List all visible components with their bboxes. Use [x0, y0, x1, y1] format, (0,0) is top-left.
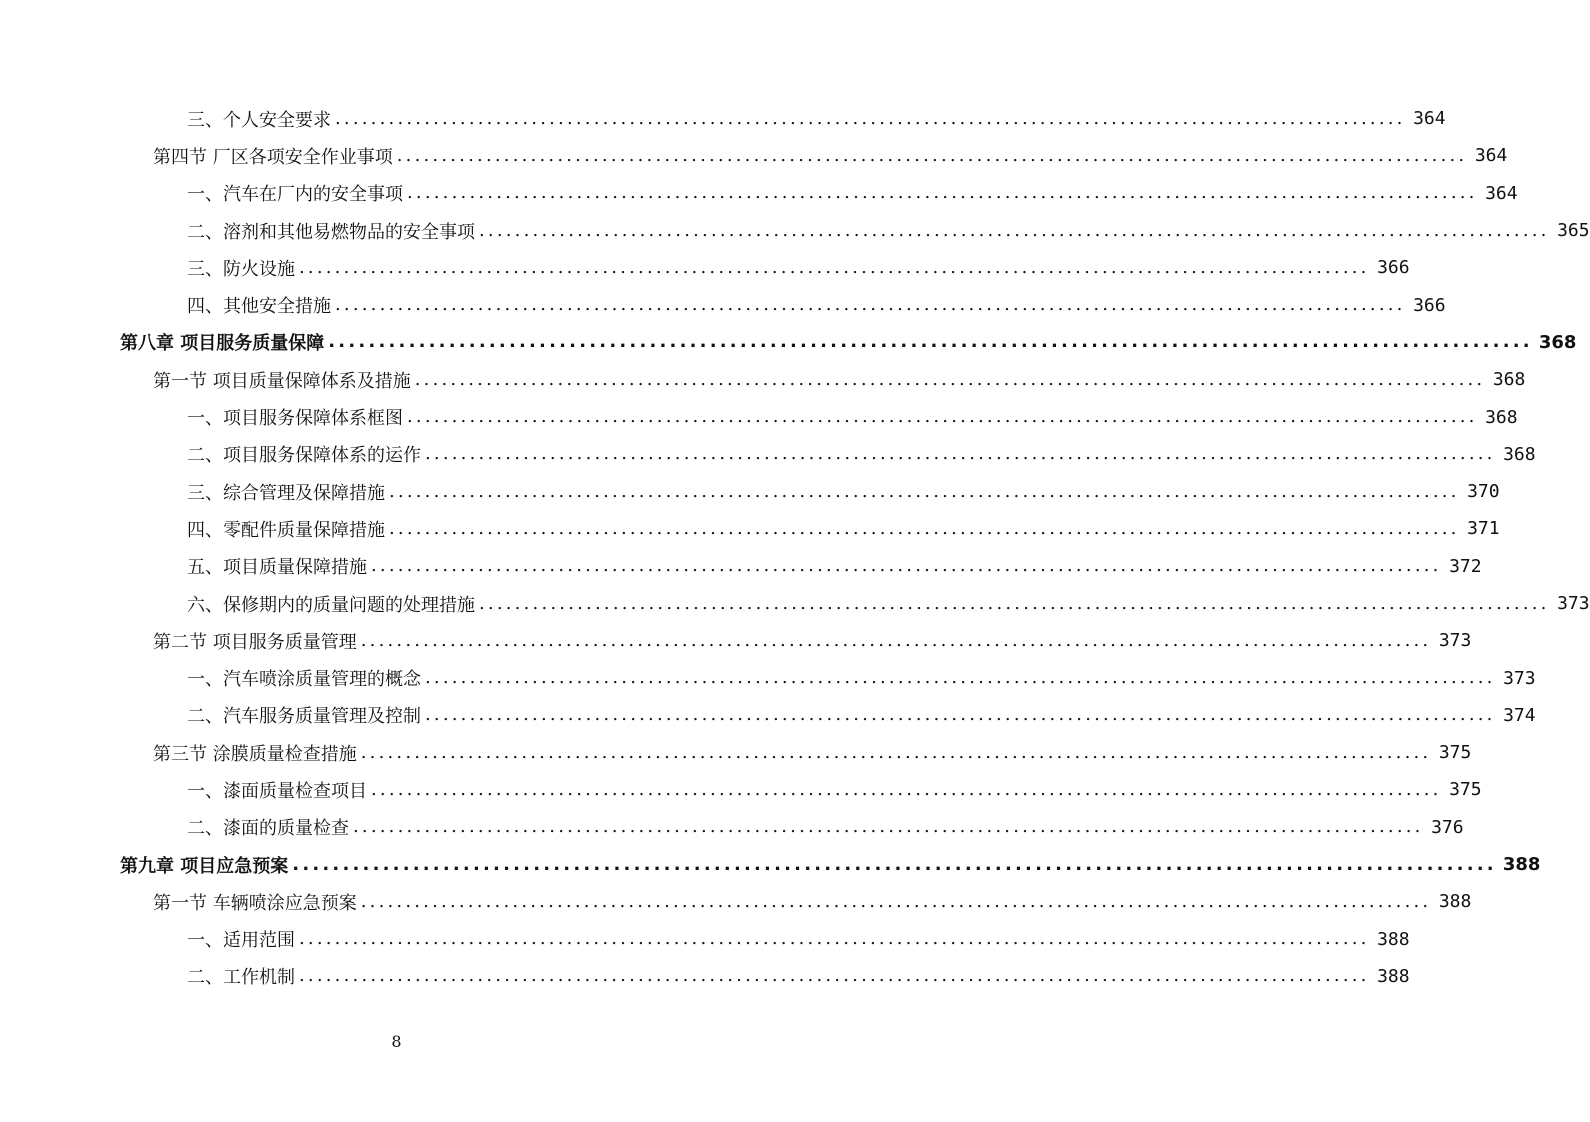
- toc-dot-leader: ........................................................................................................................: [396, 144, 1468, 166]
- toc-entry-page: 388: [1377, 965, 1410, 987]
- toc-dot-leader: ........................................................................................................................: [479, 219, 1550, 241]
- toc-dot-leader: ........................................................................................................................: [479, 592, 1550, 614]
- toc-entry[interactable]: [0, 883, 1472, 920]
- toc-dot-leader: ........................................................................................................................: [371, 778, 1442, 800]
- toc-entry[interactable]: [0, 324, 1577, 361]
- toc-entry-title: 第八章 项目服务质量保障: [120, 333, 325, 355]
- toc-entry[interactable]: [0, 175, 1518, 212]
- toc-entry-title: 一、汽车在厂内的安全事项: [187, 184, 403, 206]
- toc-entry-page: 373: [1557, 593, 1590, 614]
- toc-entry-title: 第三节 涂膜质量检查措施: [153, 743, 357, 765]
- toc-entry-page: 373: [1438, 630, 1472, 652]
- toc-entry[interactable]: [0, 398, 1518, 435]
- toc-dot-leader: ........................................................................................................................: [360, 890, 1432, 912]
- toc-entry[interactable]: [0, 510, 1500, 547]
- toc-entry-page: 375: [1449, 779, 1482, 801]
- toc-entry-page: 365: [1557, 220, 1590, 242]
- toc-dot-leader: ........................................................................................................................: [299, 928, 1370, 950]
- toc-entry[interactable]: [0, 771, 1482, 808]
- toc-entry[interactable]: [0, 809, 1464, 846]
- toc-entry-title: 第一节 项目质量保障体系及措施: [153, 370, 411, 392]
- toc-entry-page: 375: [1438, 742, 1472, 764]
- toc-entry-page: 366: [1377, 257, 1410, 279]
- toc-dot-leader: ........................................................................................................................: [407, 406, 1478, 428]
- toc-entry-title: 第九章 项目应急预案: [120, 855, 289, 877]
- toc-entry[interactable]: [0, 436, 1536, 473]
- toc-entry[interactable]: [0, 622, 1472, 659]
- toc-dot-leader: ........................................................................................................................: [299, 256, 1370, 278]
- toc-entry-title: 二、工作机制: [187, 967, 295, 989]
- toc-entry-title: 三、个人安全要求: [187, 109, 331, 131]
- toc-entry-page: 388: [1502, 854, 1541, 876]
- toc-dot-leader: ........................................................................................................................: [328, 331, 1533, 353]
- toc-dot-leader: ........................................................................................................................: [425, 704, 1496, 726]
- toc-dot-leader: ........................................................................................................................: [335, 294, 1406, 316]
- toc-entry-title: 一、适用范围: [187, 930, 295, 952]
- toc-entry-title: 四、其他安全措施: [187, 296, 331, 318]
- toc-entry[interactable]: [0, 958, 1410, 995]
- toc-entry[interactable]: [0, 249, 1410, 286]
- toc-dot-leader: ........................................................................................................................: [335, 107, 1406, 129]
- toc-entry-page: 366: [1413, 294, 1446, 316]
- toc-entry-page: 388: [1377, 928, 1410, 950]
- toc-entry-title: 一、汽车喷涂质量管理的概念: [187, 669, 421, 691]
- toc-entry[interactable]: [0, 659, 1536, 696]
- table-of-contents: [0, 100, 1590, 995]
- toc-entry-title: 四、零配件质量保障措施: [187, 519, 385, 541]
- toc-entry-page: 371: [1467, 518, 1500, 540]
- toc-entry-title: 二、漆面的质量检查: [187, 818, 349, 840]
- toc-entry-page: 374: [1503, 704, 1536, 726]
- toc-dot-leader: ........................................................................................................................: [407, 182, 1478, 204]
- toc-entry-title: 第二节 项目服务质量管理: [153, 631, 357, 653]
- toc-entry-title: 第四节 厂区各项安全作业事项: [153, 146, 393, 168]
- toc-entry-title: 三、综合管理及保障措施: [187, 482, 385, 504]
- toc-entry-title: 六、保修期内的质量问题的处理措施: [187, 594, 475, 616]
- toc-dot-leader: ........................................................................................................................: [299, 965, 1370, 987]
- toc-entry-title: 五、项目质量保障措施: [187, 557, 367, 579]
- toc-entry[interactable]: [0, 286, 1446, 323]
- toc-entry-page: 364: [1413, 108, 1446, 130]
- toc-entry[interactable]: [0, 734, 1472, 771]
- toc-entry[interactable]: [0, 361, 1526, 398]
- toc-dot-leader: ........................................................................................................................: [414, 368, 1486, 390]
- toc-dot-leader: ........................................................................................................................: [292, 853, 1497, 875]
- toc-entry-page: 364: [1474, 145, 1508, 167]
- toc-entry[interactable]: [0, 846, 1541, 883]
- toc-entry-page: 372: [1449, 555, 1482, 577]
- toc-entry[interactable]: [0, 212, 1590, 249]
- toc-entry-title: 三、防火设施: [187, 258, 295, 280]
- toc-dot-leader: ........................................................................................................................: [353, 816, 1424, 838]
- toc-dot-leader: ........................................................................................................................: [360, 629, 1432, 651]
- toc-dot-leader: ........................................................................................................................: [425, 667, 1496, 689]
- toc-entry-page: 368: [1485, 406, 1518, 428]
- toc-entry-title: 一、漆面质量检查项目: [187, 780, 367, 802]
- toc-entry[interactable]: [0, 137, 1508, 174]
- toc-entry-title: 第一节 车辆喷涂应急预案: [153, 892, 357, 914]
- toc-dot-leader: ........................................................................................................................: [371, 555, 1442, 577]
- toc-entry[interactable]: [0, 548, 1482, 585]
- toc-entry-title: 二、汽车服务质量管理及控制: [187, 706, 421, 728]
- toc-entry[interactable]: [0, 921, 1410, 958]
- toc-entry-page: 364: [1485, 182, 1518, 204]
- toc-entry[interactable]: [0, 473, 1500, 510]
- page-number: 8: [391, 1032, 402, 1051]
- toc-entry-page: 368: [1492, 369, 1526, 391]
- toc-dot-leader: ........................................................................................................................: [389, 517, 1460, 539]
- toc-entry-title: 二、项目服务保障体系的运作: [187, 445, 421, 467]
- toc-dot-leader: ........................................................................................................................: [425, 443, 1496, 465]
- toc-entry-page: 388: [1438, 891, 1472, 913]
- toc-entry-title: 二、溶剂和其他易燃物品的安全事项: [187, 221, 475, 243]
- toc-entry-page: 368: [1503, 443, 1536, 465]
- toc-entry-title: 一、项目服务保障体系框图: [187, 408, 403, 430]
- toc-dot-leader: ........................................................................................................................: [389, 480, 1460, 502]
- toc-entry[interactable]: [0, 100, 1446, 137]
- toc-entry[interactable]: [0, 697, 1536, 734]
- toc-entry-page: 370: [1467, 481, 1500, 503]
- toc-entry-page: 376: [1431, 816, 1464, 838]
- toc-dot-leader: ........................................................................................................................: [360, 741, 1432, 763]
- toc-entry-page: 368: [1538, 331, 1577, 353]
- toc-entry[interactable]: [0, 585, 1590, 622]
- toc-entry-page: 373: [1503, 667, 1536, 689]
